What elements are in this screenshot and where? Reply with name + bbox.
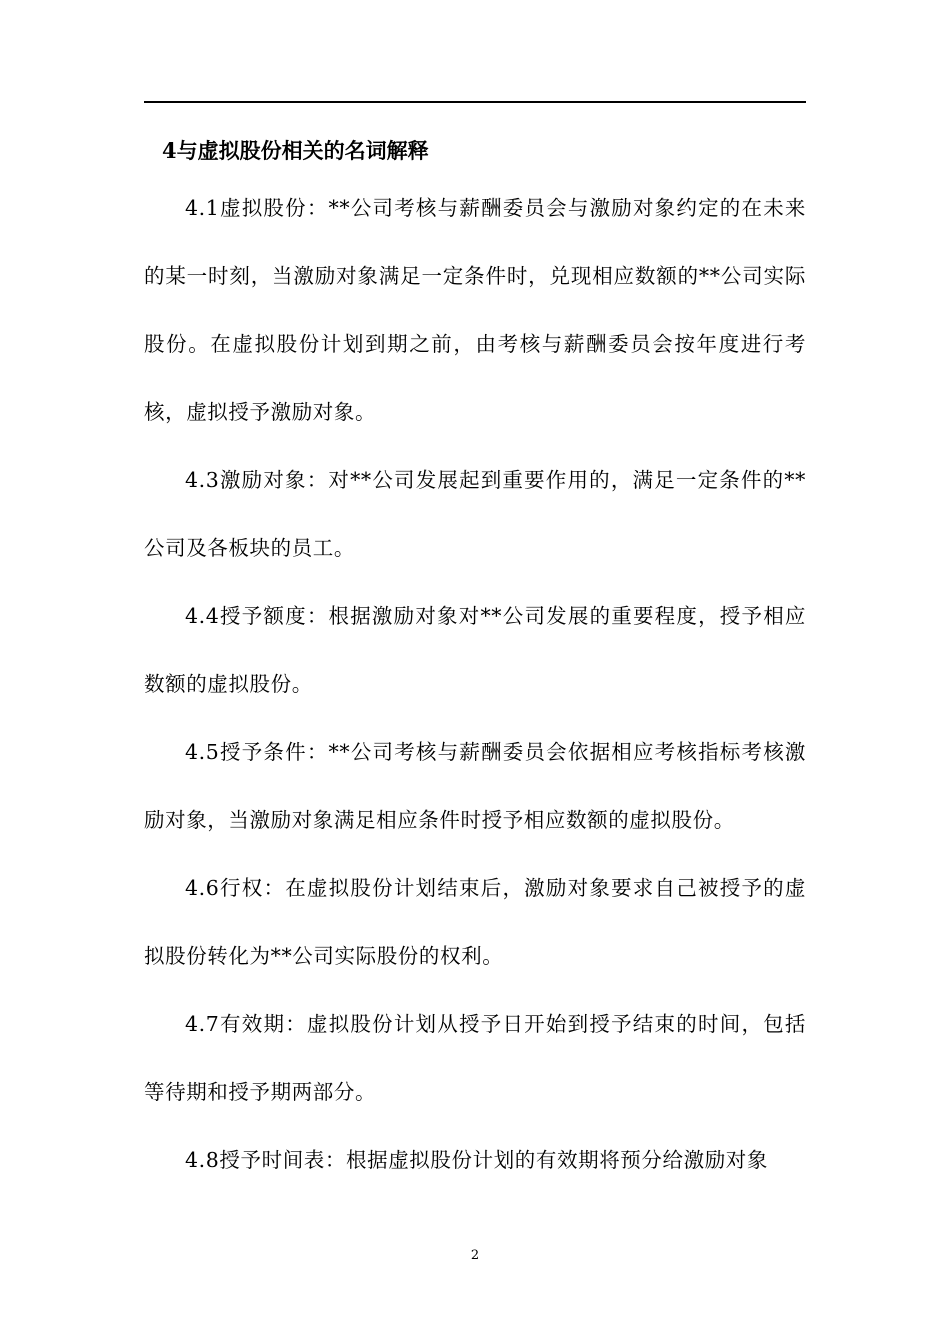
paragraph-4-7: 4.7有效期：虚拟股份计划从授予日开始到授予结束的时间，包括等待期和授予期两部分。	[144, 1012, 806, 1104]
page-number: 2	[470, 1248, 480, 1263]
paragraph-4-3: 4.3激励对象：对**公司发展起到重要作用的，满足一定条件的**公司及各板块的员工。	[144, 468, 806, 560]
paragraph-4-8: 4.8授予时间表：根据虚拟股份计划的有效期将预分给激励对象	[185, 1148, 768, 1172]
paragraph-4-4: 4.4授予额度：根据激励对象对**公司发展的重要程度，授予相应数额的虚拟股份。	[144, 604, 806, 696]
header-rule	[144, 101, 806, 103]
paragraph-4-1: 4.1虚拟股份：**公司考核与薪酬委员会与激励对象约定的在未来的某一时刻，当激励对象满足一定条件时，兑现相应数额的**公司实际股份。在虚拟股份计划到期之前，由考核与薪酬委员会按年度进行考核，虚拟授予激励对象。	[144, 196, 806, 424]
section-heading: 4与虚拟股份相关的名词解释	[162, 138, 429, 163]
paragraph-4-6: 4.6行权：在虚拟股份计划结束后，激励对象要求自己被授予的虚拟股份转化为**公司实际股份的权利。	[144, 876, 806, 968]
paragraph-4-5: 4.5授予条件：**公司考核与薪酬委员会依据相应考核指标考核激励对象，当激励对象满足相应条件时授予相应数额的虚拟股份。	[144, 740, 806, 832]
document-body	[144, 128, 806, 1194]
